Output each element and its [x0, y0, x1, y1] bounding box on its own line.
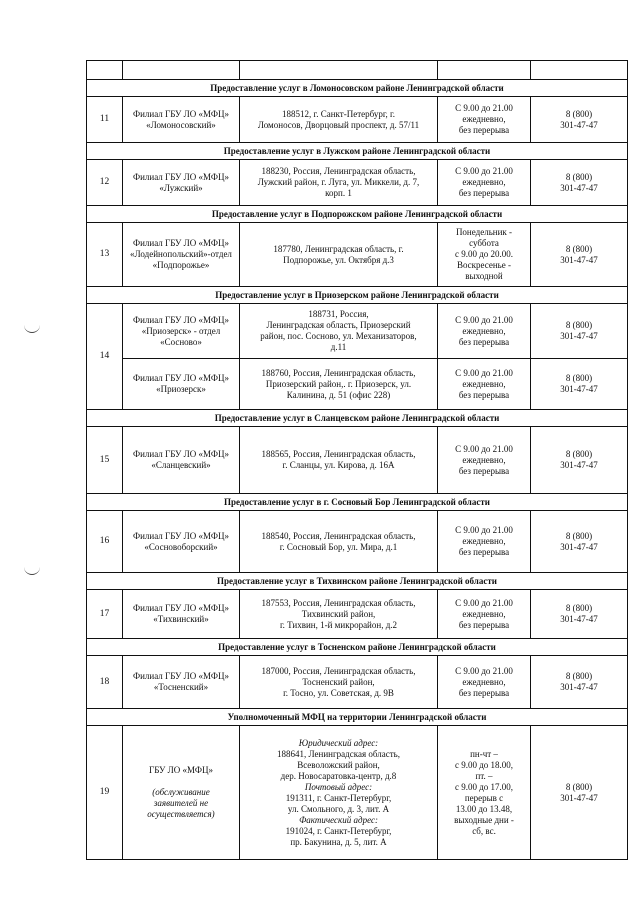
section-title: Предоставление услуг в Лужском районе Ленинградской области — [87, 143, 628, 160]
section-header — [87, 206, 628, 223]
section-header — [87, 494, 628, 511]
branch-name: Филиал ГБУ ЛО «МФЦ» «Лодейнопольский»-отдел «Подпорожье» — [123, 223, 240, 287]
row-number: 17 — [87, 590, 123, 639]
phone-number: 8 (800) 301-47-47 — [531, 160, 628, 206]
working-hours: С 9.00 до 21.00 ежедневно, без перерыва — [438, 590, 531, 639]
table-row — [87, 97, 628, 143]
phone-number: 8 (800) 301-47-47 — [531, 359, 628, 410]
branch-address: 188565, Россия, Ленинградская область, г. Сланцы, ул. Кирова, д. 16А — [240, 427, 438, 494]
table-row — [87, 511, 628, 573]
mfc-branches-table — [86, 60, 628, 860]
section-header — [87, 410, 628, 427]
row-number: 18 — [87, 656, 123, 709]
row-number: 14 — [87, 304, 123, 410]
branch-address: 188512, г. Санкт-Петербург, г. Ломоносов, Дворцовый проспект, д. 57/11 — [240, 97, 438, 143]
table-top-row — [87, 61, 628, 80]
working-hours: С 9.00 до 21.00 ежедневно, без перерыва — [438, 656, 531, 709]
phone-number: 8 (800) 301-47-47 — [531, 726, 628, 860]
postal-address-label: Почтовый адрес: — [304, 781, 373, 792]
table-row — [87, 590, 628, 639]
row-number: 12 — [87, 160, 123, 206]
branch-address: 187000, Россия, Ленинградская область, Тосненский район, г. Тосно, ул. Советская, д. 9В — [240, 656, 438, 709]
table-row — [87, 656, 628, 709]
row-number: 19 — [87, 726, 123, 860]
section-header — [87, 573, 628, 590]
actual-address-label: Фактический адрес: — [299, 814, 378, 825]
section-header — [87, 80, 628, 97]
working-hours: С 9.00 до 21.00 ежедневно, без перерыва — [438, 304, 531, 359]
table-row — [87, 223, 628, 287]
branch-name: Филиал ГБУ ЛО «МФЦ» «Приозерск» — [123, 359, 240, 410]
branch-address: 188540, Россия, Ленинградская область, г. Сосновый Бор, ул. Мира, д.1 — [240, 511, 438, 573]
phone-number: 8 (800) 301-47-47 — [531, 427, 628, 494]
branch-address: 187780, Ленинградская область, г. Подпорожье, ул. Октября д.3 — [240, 223, 438, 287]
row-number: 11 — [87, 97, 123, 143]
section-title: Предоставление услуг в Сланцевском районе Ленинградской области — [87, 410, 628, 427]
row-number: 16 — [87, 511, 123, 573]
section-title: Уполномоченный МФЦ на территории Ленинградской области — [87, 709, 628, 726]
table-row — [87, 359, 628, 410]
section-header — [87, 639, 628, 656]
working-hours: С 9.00 до 21.00 ежедневно, без перерыва — [438, 97, 531, 143]
phone-number: 8 (800) 301-47-47 — [531, 304, 628, 359]
actual-address: 191024, г. Санкт-Петербург, пр. Бакунина, д. 5, лит. А — [285, 825, 392, 847]
working-hours: С 9.00 до 21.00 ежедневно, без перерыва — [438, 160, 531, 206]
branch-name: Филиал ГБУ ЛО «МФЦ» «Сосновоборский» — [123, 511, 240, 573]
legal-address: 188641, Ленинградская область, Всеволожский район, дер. Новосаратовка-центр, д.8 — [277, 748, 400, 781]
branch-name: Филиал ГБУ ЛО «МФЦ» «Сланцевский» — [123, 427, 240, 494]
section-title: Предоставление услуг в Подпорожском районе Ленинградской области — [87, 206, 628, 223]
branch-address: 188230, Россия, Ленинградская область, Лужский район, г. Луга, ул. Миккели, д. 7, корп. 1 — [240, 160, 438, 206]
table-row — [87, 160, 628, 206]
punch-mark — [24, 324, 40, 333]
branch-address: 187553, Россия, Ленинградская область, Тихвинский район, г. Тихвин, 1-й микрорайон, д.2 — [240, 590, 438, 639]
branch-address: 188731, Россия, Ленинградская область, Приозерский район, пос. Сосново, ул. Механизаторов, д.11 — [240, 304, 438, 359]
section-header — [87, 143, 628, 160]
table-row — [87, 427, 628, 494]
branch-name: Филиал ГБУ ЛО «МФЦ» «Лужский» — [123, 160, 240, 206]
working-hours: С 9.00 до 21.00 ежедневно, без перерыва — [438, 359, 531, 410]
branch-name: Филиал ГБУ ЛО «МФЦ» «Тихвинский» — [123, 590, 240, 639]
legal-address-label: Юридический адрес: — [298, 737, 379, 748]
section-title: Предоставление услуг в Тихвинском районе Ленинградской области — [87, 573, 628, 590]
branch-addresses — [240, 726, 438, 860]
branch-name: Филиал ГБУ ЛО «МФЦ» «Ломоносовский» — [123, 97, 240, 143]
working-hours: пн-чт – с 9.00 до 18.00, пт. – с 9.00 до 17.00, перерыв с 13.00 до 13.48, выходные дни - сб, вс. — [438, 726, 531, 860]
row-number: 13 — [87, 223, 123, 287]
phone-number: 8 (800) 301-47-47 — [531, 97, 628, 143]
working-hours: Понедельник - суббота с 9.00 до 20.00. Воскресенье - выходной — [438, 223, 531, 287]
branch-name-cell — [123, 726, 240, 860]
service-note: (обслуживание заявителей не осуществляется) — [147, 787, 215, 819]
section-title: Предоставление услуг в Тосненском районе Ленинградской области — [87, 639, 628, 656]
row-number: 15 — [87, 427, 123, 494]
branch-name: ГБУ ЛО «МФЦ» — [148, 765, 214, 775]
section-header — [87, 709, 628, 726]
branch-name: Филиал ГБУ ЛО «МФЦ» «Приозерск» - отдел «Сосново» — [123, 304, 240, 359]
section-header — [87, 287, 628, 304]
working-hours: С 9.00 до 21.00 ежедневно, без перерыва — [438, 427, 531, 494]
phone-number: 8 (800) 301-47-47 — [531, 511, 628, 573]
branch-name: Филиал ГБУ ЛО «МФЦ» «Тосненский» — [123, 656, 240, 709]
phone-number: 8 (800) 301-47-47 — [531, 656, 628, 709]
punch-mark — [24, 566, 40, 575]
branch-address: 188760, Россия, Ленинградская область, Приозерский район,. г. Приозерск, ул. Калинина, д. 51 (офис 228) — [240, 359, 438, 410]
section-title: Предоставление услуг в г. Сосновый Бор Ленинградской области — [87, 494, 628, 511]
phone-number: 8 (800) 301-47-47 — [531, 590, 628, 639]
section-title: Предоставление услуг в Ломоносовском районе Ленинградской области — [87, 80, 628, 97]
table-row — [87, 304, 628, 359]
table-row — [87, 726, 628, 860]
working-hours: С 9.00 до 21.00 ежедневно, без перерыва — [438, 511, 531, 573]
phone-number: 8 (800) 301-47-47 — [531, 223, 628, 287]
postal-address: 191311, г. Санкт-Петербург, ул. Смольного, д. 3, лит. А — [285, 792, 392, 814]
section-title: Предоставление услуг в Приозерском районе Ленинградской области — [87, 287, 628, 304]
